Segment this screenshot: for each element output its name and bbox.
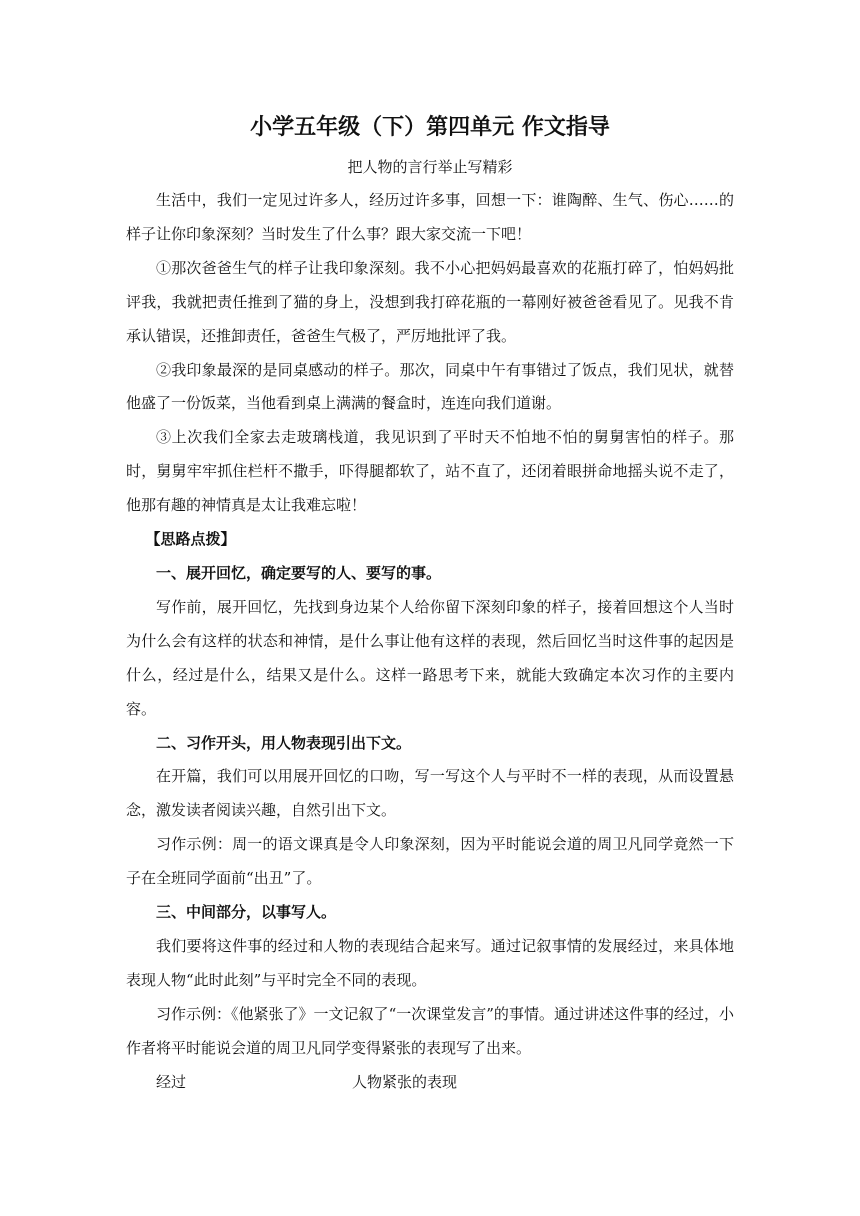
tips-heading: 【思路点拨】 [145,530,236,549]
section-paragraph-2: 在开篇，我们可以用展开回忆的口吻，写一写这个人与平时不一样的表现，从而设置悬念，激发读者阅读兴趣，自然引出下文。 [126,767,734,820]
intro-paragraph: 生活中，我们一定见过许多人，经历过许多事，回想一下：谁陶醉、生气、伤心……的样子让你印象深刻？当时发生了什么事？跟大家交流一下吧！ [126,191,734,243]
section-heading-1: 一、展开回忆，确定要写的人、要写的事。 [156,563,442,582]
example-paragraph-2: ②我印象最深的是同桌感动的样子。那次，同桌中午有事错过了饭点，我们见状，就替他盛了一份饭菜，当他看到桌上满满的餐盒时，连连向我们道谢。 [126,360,734,413]
section-paragraph-1: 写作前，展开回忆，先找到身边某个人给你留下深刻印象的样子，接着回想这个人当时为什么会有这样的状态和神情，是什么事让他有这样的表现，然后回忆当时这件事的起因是什么，经过是什么，结果又是什么。这样一路思考下来，就能大致确定本次习作的主要内容。 [126,597,734,718]
example-paragraph-3: ③上次我们全家去走玻璃栈道，我见识到了平时天不怕地不怕的舅舅害怕的样子。那时，舅舅牢牢抓住栏杆不撒手，吓得腿都软了，站不直了，还闭着眼拼命地摇头说不走了，他那有趣的神情真是太让我难忘啦！ [126,428,734,515]
section-paragraph-3: 我们要将这件事的经过和人物的表现结合起来写。通过记叙事情的发展经过，来具体地表现人物“此时此刻”与平时完全不同的表现。 [126,936,734,989]
page-subtitle: 把人物的言行举止写精彩 [347,158,513,176]
example-paragraph-1: ①那次爸爸生气的样子让我印象深刻。我不小心把妈妈最喜欢的花瓶打碎了，怕妈妈批评我，我就把责任推到了猫的身上，没想到我打碎花瓶的一幕刚好被爸爸看见了。见我不肯承认错误，还推卸责任，爸爸生气极了，严厉地批评了我。 [126,258,734,345]
page-title: 小学五年级（下）第四单元 作文指导 [250,115,610,140]
section-heading-2: 二、习作开头，用人物表现引出下文。 [156,733,412,752]
section-example-3: 习作示例：《他紧张了》一文记叙了“一次课堂发言”的事情。通过讲述这件事的经过，小作者将平时能说会道的周卫凡同学变得紧张的表现写了出来。 [126,1004,734,1057]
section-heading-3: 三、中间部分，以事写人。 [156,903,337,922]
section-example-2: 习作示例：周一的语文课真是令人印象深刻，因为平时能说会道的周卫凡同学竟然一下子在全班同学面前“出丑”了。 [126,835,734,888]
table-header-row [126,1066,734,1100]
table-header-process: 经过 [156,1072,187,1091]
document-body [126,184,734,1099]
table-header-behavior: 人物紧张的表现 [352,1072,458,1091]
